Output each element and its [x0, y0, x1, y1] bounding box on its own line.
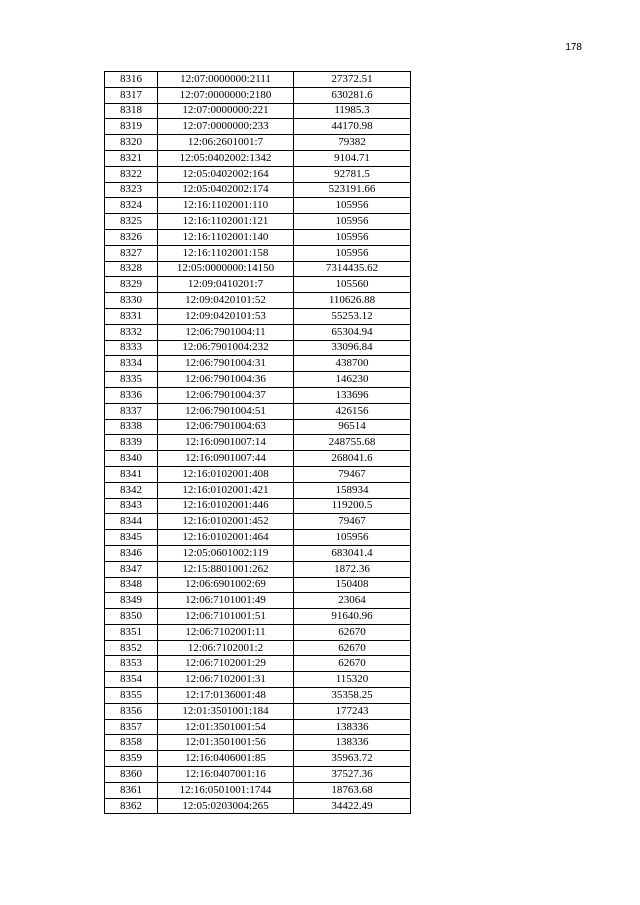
cadastral-number-cell: 12:06:7901004:232: [158, 340, 294, 356]
table-row: [105, 514, 411, 530]
value-cell: 79382: [294, 135, 411, 151]
cadastral-number-cell: 12:16:0102001:408: [158, 466, 294, 482]
row-number-cell: 8325: [105, 214, 158, 230]
table-row: [105, 482, 411, 498]
row-number-cell: 8318: [105, 103, 158, 119]
cadastral-number-cell: 12:06:7102001:29: [158, 656, 294, 672]
table-row: [105, 103, 411, 119]
cadastral-number-cell: 12:05:0402002:1342: [158, 150, 294, 166]
table-row: [105, 656, 411, 672]
cadastral-number-cell: 12:01:3501001:54: [158, 719, 294, 735]
row-number-cell: 8349: [105, 593, 158, 609]
table-row: [105, 135, 411, 151]
table-row: [105, 214, 411, 230]
table-row: [105, 356, 411, 372]
cadastral-number-cell: 12:06:2601001:7: [158, 135, 294, 151]
value-cell: 11985.3: [294, 103, 411, 119]
value-cell: 248755.68: [294, 435, 411, 451]
cadastral-number-cell: 12:16:0102001:421: [158, 482, 294, 498]
value-cell: 79467: [294, 514, 411, 530]
cadastral-number-cell: 12:06:7102001:11: [158, 624, 294, 640]
value-cell: 105956: [294, 245, 411, 261]
table-row: [105, 150, 411, 166]
value-cell: 110626.88: [294, 293, 411, 309]
value-cell: 146230: [294, 372, 411, 388]
row-number-cell: 8317: [105, 87, 158, 103]
value-cell: 44170.98: [294, 119, 411, 135]
row-number-cell: 8321: [105, 150, 158, 166]
cadastral-number-cell: 12:16:0901007:14: [158, 435, 294, 451]
value-cell: 150408: [294, 577, 411, 593]
table-row: [105, 451, 411, 467]
row-number-cell: 8324: [105, 198, 158, 214]
table-row: [105, 561, 411, 577]
value-cell: 62670: [294, 624, 411, 640]
table-row: [105, 87, 411, 103]
row-number-cell: 8327: [105, 245, 158, 261]
cadastral-number-cell: 12:06:7901004:51: [158, 403, 294, 419]
table-row: [105, 261, 411, 277]
table-row: [105, 545, 411, 561]
value-cell: 105560: [294, 277, 411, 293]
cadastral-number-cell: 12:05:0402002:164: [158, 166, 294, 182]
table-row: [105, 435, 411, 451]
cadastral-number-cell: 12:07:0000000:221: [158, 103, 294, 119]
cadastral-number-cell: 12:16:1102001:140: [158, 229, 294, 245]
value-cell: 630281.6: [294, 87, 411, 103]
value-cell: 55253.12: [294, 308, 411, 324]
row-number-cell: 8334: [105, 356, 158, 372]
value-cell: 35963.72: [294, 751, 411, 767]
row-number-cell: 8357: [105, 719, 158, 735]
value-cell: 115320: [294, 672, 411, 688]
table-row: [105, 577, 411, 593]
row-number-cell: 8333: [105, 340, 158, 356]
row-number-cell: 8359: [105, 751, 158, 767]
table-row: [105, 198, 411, 214]
cadastral-number-cell: 12:01:3501001:56: [158, 735, 294, 751]
row-number-cell: 8322: [105, 166, 158, 182]
cadastral-number-cell: 12:06:7102001:2: [158, 640, 294, 656]
row-number-cell: 8347: [105, 561, 158, 577]
table-row: [105, 798, 411, 814]
cadastral-number-cell: 12:16:1102001:121: [158, 214, 294, 230]
table-row: [105, 624, 411, 640]
row-number-cell: 8336: [105, 387, 158, 403]
row-number-cell: 8323: [105, 182, 158, 198]
cadastral-number-cell: 12:06:7901004:11: [158, 324, 294, 340]
value-cell: 65304.94: [294, 324, 411, 340]
cadastral-number-cell: 12:09:0410201:7: [158, 277, 294, 293]
value-cell: 105956: [294, 229, 411, 245]
value-cell: 138336: [294, 719, 411, 735]
table-row: [105, 688, 411, 704]
cadastral-number-cell: 12:07:0000000:233: [158, 119, 294, 135]
cadastral-number-cell: 12:06:7901004:31: [158, 356, 294, 372]
value-cell: 119200.5: [294, 498, 411, 514]
table-row: [105, 782, 411, 798]
cadastral-value-table: [104, 71, 411, 814]
row-number-cell: 8320: [105, 135, 158, 151]
cadastral-number-cell: 12:06:7901004:63: [158, 419, 294, 435]
value-cell: 33096.84: [294, 340, 411, 356]
row-number-cell: 8331: [105, 308, 158, 324]
row-number-cell: 8344: [105, 514, 158, 530]
table-row: [105, 324, 411, 340]
table-row: [105, 530, 411, 546]
value-cell: 105956: [294, 214, 411, 230]
cadastral-number-cell: 12:06:7901004:36: [158, 372, 294, 388]
table-row: [105, 229, 411, 245]
cadastral-number-cell: 12:05:0203004:265: [158, 798, 294, 814]
table-row: [105, 719, 411, 735]
row-number-cell: 8319: [105, 119, 158, 135]
row-number-cell: 8342: [105, 482, 158, 498]
table-row: [105, 672, 411, 688]
cadastral-number-cell: 12:09:0420101:53: [158, 308, 294, 324]
cadastral-number-cell: 12:01:3501001:184: [158, 703, 294, 719]
row-number-cell: 8361: [105, 782, 158, 798]
cadastral-number-cell: 12:06:7901004:37: [158, 387, 294, 403]
row-number-cell: 8354: [105, 672, 158, 688]
table-row: [105, 119, 411, 135]
value-cell: 138336: [294, 735, 411, 751]
row-number-cell: 8355: [105, 688, 158, 704]
row-number-cell: 8346: [105, 545, 158, 561]
cadastral-number-cell: 12:05:0402002:174: [158, 182, 294, 198]
row-number-cell: 8340: [105, 451, 158, 467]
row-number-cell: 8341: [105, 466, 158, 482]
row-number-cell: 8339: [105, 435, 158, 451]
row-number-cell: 8335: [105, 372, 158, 388]
row-number-cell: 8330: [105, 293, 158, 309]
table-row: [105, 640, 411, 656]
table-row: [105, 182, 411, 198]
value-cell: 133696: [294, 387, 411, 403]
value-cell: 177243: [294, 703, 411, 719]
cadastral-number-cell: 12:06:7101001:49: [158, 593, 294, 609]
table-row: [105, 751, 411, 767]
table-row: [105, 166, 411, 182]
value-cell: 18763.68: [294, 782, 411, 798]
table-row: [105, 703, 411, 719]
table-row: [105, 72, 411, 88]
value-cell: 158934: [294, 482, 411, 498]
row-number-cell: 8351: [105, 624, 158, 640]
cadastral-number-cell: 12:09:0420101:52: [158, 293, 294, 309]
row-number-cell: 8326: [105, 229, 158, 245]
cadastral-number-cell: 12:16:0406001:85: [158, 751, 294, 767]
value-cell: 96514: [294, 419, 411, 435]
value-cell: 438700: [294, 356, 411, 372]
cadastral-number-cell: 12:16:0102001:452: [158, 514, 294, 530]
table-row: [105, 466, 411, 482]
value-cell: 79467: [294, 466, 411, 482]
cadastral-number-cell: 12:16:0102001:446: [158, 498, 294, 514]
table-row: [105, 403, 411, 419]
value-cell: 34422.49: [294, 798, 411, 814]
value-cell: 91640.96: [294, 609, 411, 625]
row-number-cell: 8328: [105, 261, 158, 277]
value-cell: 37527.36: [294, 767, 411, 783]
cadastral-number-cell: 12:06:6901002:69: [158, 577, 294, 593]
value-cell: 268041.6: [294, 451, 411, 467]
row-number-cell: 8329: [105, 277, 158, 293]
table-row: [105, 593, 411, 609]
value-cell: 105956: [294, 198, 411, 214]
cadastral-number-cell: 12:16:0501001:1744: [158, 782, 294, 798]
table-row: [105, 498, 411, 514]
value-cell: 35358.25: [294, 688, 411, 704]
value-cell: 426156: [294, 403, 411, 419]
table-row: [105, 340, 411, 356]
table-body: [105, 72, 411, 814]
table-row: [105, 609, 411, 625]
cadastral-number-cell: 12:16:0407001:16: [158, 767, 294, 783]
value-cell: 9104.71: [294, 150, 411, 166]
page-number: 178: [565, 42, 582, 53]
cadastral-number-cell: 12:16:0102001:464: [158, 530, 294, 546]
cadastral-number-cell: 12:16:1102001:110: [158, 198, 294, 214]
value-cell: 1872.36: [294, 561, 411, 577]
cadastral-number-cell: 12:06:7102001:31: [158, 672, 294, 688]
row-number-cell: 8356: [105, 703, 158, 719]
row-number-cell: 8362: [105, 798, 158, 814]
cadastral-number-cell: 12:15:8801001:262: [158, 561, 294, 577]
cadastral-number-cell: 12:05:0601002:119: [158, 545, 294, 561]
row-number-cell: 8353: [105, 656, 158, 672]
cadastral-number-cell: 12:05:0000000:14150: [158, 261, 294, 277]
row-number-cell: 8316: [105, 72, 158, 88]
row-number-cell: 8358: [105, 735, 158, 751]
value-cell: 92781.5: [294, 166, 411, 182]
table-row: [105, 277, 411, 293]
table-row: [105, 308, 411, 324]
row-number-cell: 8337: [105, 403, 158, 419]
row-number-cell: 8360: [105, 767, 158, 783]
row-number-cell: 8332: [105, 324, 158, 340]
cadastral-number-cell: 12:16:1102001:158: [158, 245, 294, 261]
cadastral-number-cell: 12:07:0000000:2180: [158, 87, 294, 103]
value-cell: 7314435.62: [294, 261, 411, 277]
value-cell: 105956: [294, 530, 411, 546]
row-number-cell: 8345: [105, 530, 158, 546]
value-cell: 683041.4: [294, 545, 411, 561]
row-number-cell: 8348: [105, 577, 158, 593]
value-cell: 62670: [294, 656, 411, 672]
value-cell: 23064: [294, 593, 411, 609]
cadastral-number-cell: 12:17:0136001:48: [158, 688, 294, 704]
table-row: [105, 767, 411, 783]
row-number-cell: 8350: [105, 609, 158, 625]
table-row: [105, 387, 411, 403]
table-row: [105, 372, 411, 388]
value-cell: 523191.66: [294, 182, 411, 198]
table-row: [105, 293, 411, 309]
table-row: [105, 245, 411, 261]
cadastral-number-cell: 12:06:7101001:51: [158, 609, 294, 625]
value-cell: 62670: [294, 640, 411, 656]
table-row: [105, 735, 411, 751]
cadastral-number-cell: 12:07:0000000:2111: [158, 72, 294, 88]
table-row: [105, 419, 411, 435]
row-number-cell: 8338: [105, 419, 158, 435]
row-number-cell: 8343: [105, 498, 158, 514]
row-number-cell: 8352: [105, 640, 158, 656]
cadastral-number-cell: 12:16:0901007:44: [158, 451, 294, 467]
value-cell: 27372.51: [294, 72, 411, 88]
